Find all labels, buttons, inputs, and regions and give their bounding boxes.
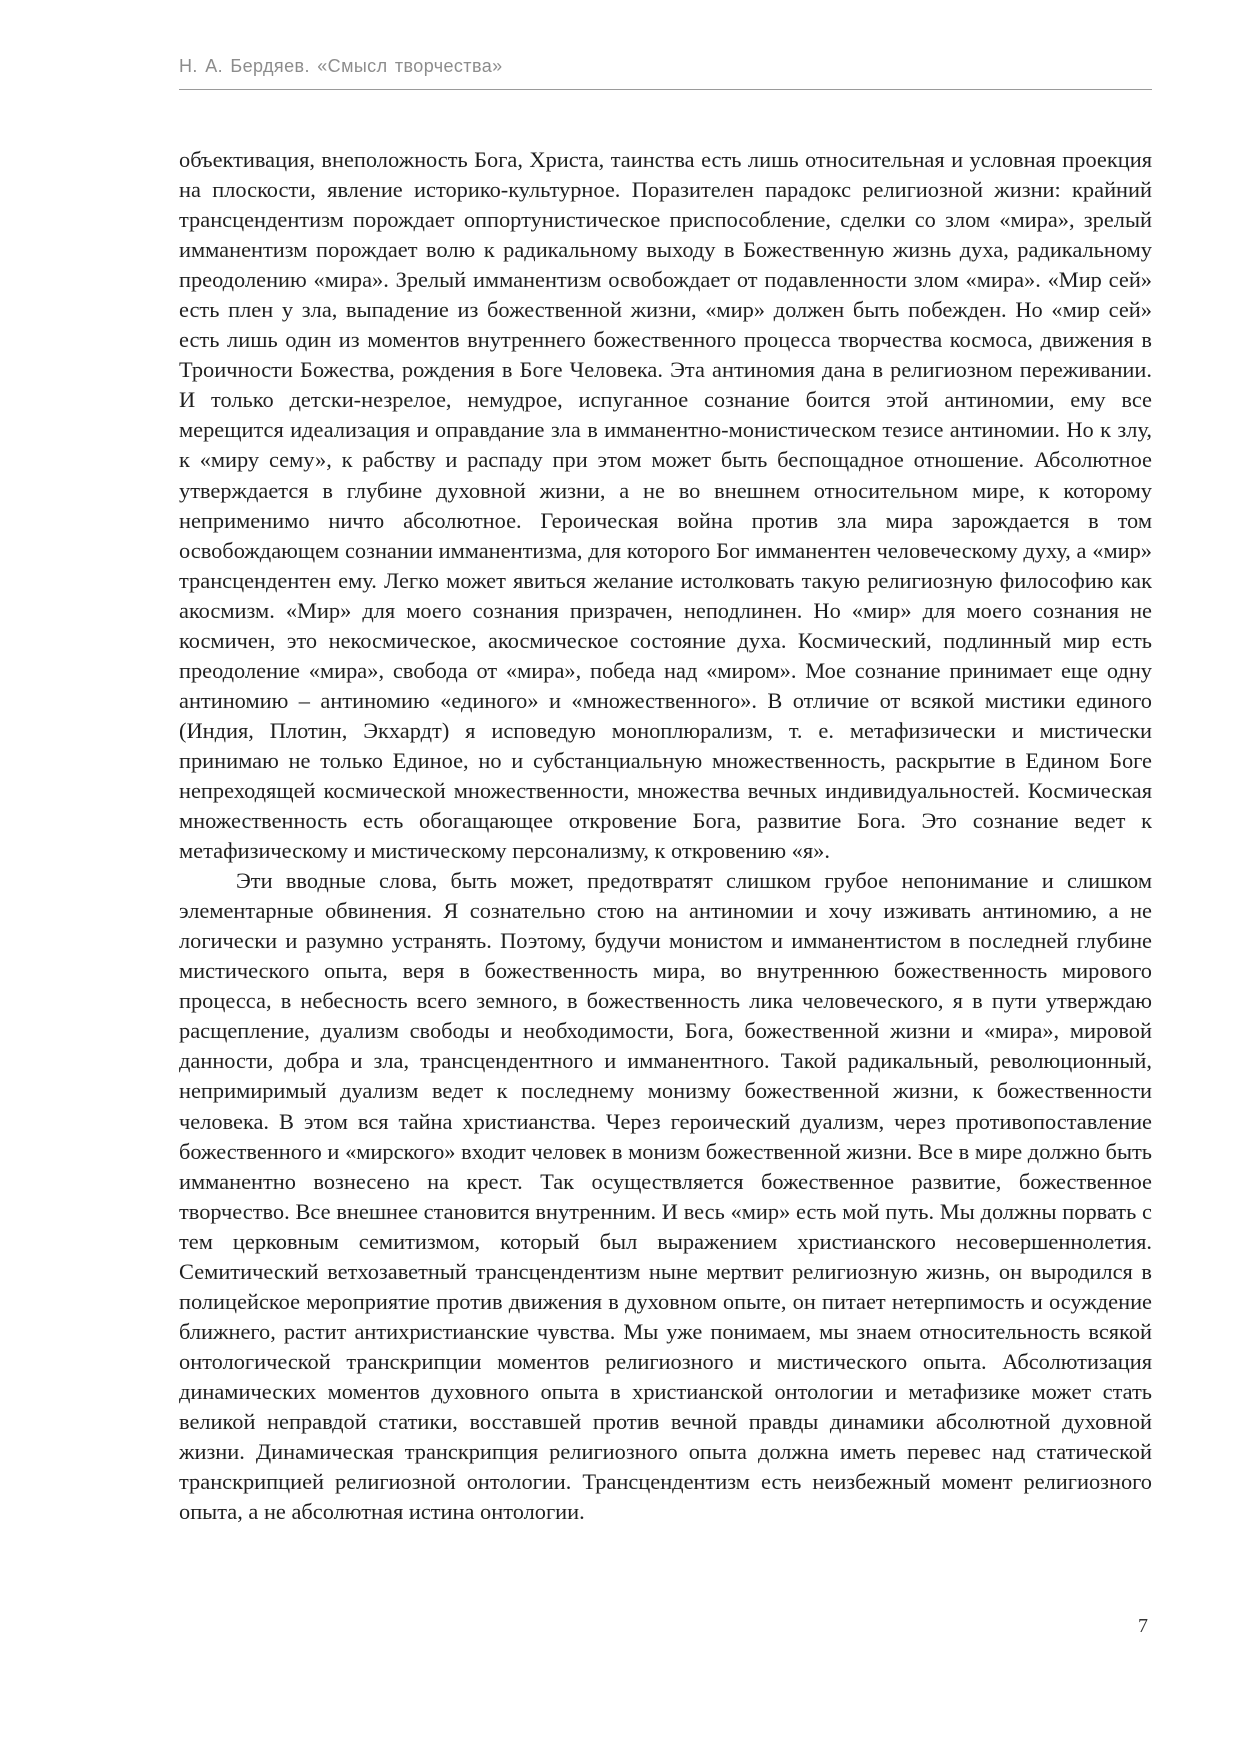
page-number: 7 bbox=[1138, 1615, 1148, 1637]
body-text bbox=[179, 145, 1152, 1527]
running-head: Н. А. Бердяев. «Смысл творчества» bbox=[179, 56, 503, 76]
paragraph-2: Эти вводные слова, быть может, предотвратят слишком грубое непонимание и слишком элементарные обвинения. Я сознательно стою на антиномии и хочу изживать антиномию, а не логически и разумно устранять. Поэтому, будучи монистом и имманентистом в последней глубине мистического опыта, веря в божественность мира, во внутреннюю божественность мирового процесса, в небесность всего земного, в божественность лика человеческого, я в пути утверждаю расщепление, дуализм свободы и необходимости, Бога, божественной жизни и «мира», мировой данности, добра и зла, трансцендентного и имманентного. Такой радикальный, революционный, непримиримый дуализм ведет к последнему монизму божественной жизни, к божественности человека. В этом вся тайна христианства. Через героический дуализм, через противопоставление божественного и «мирского» входит человек в монизм божественной жизни. Все в мире должно быть имманентно вознесено на крест. Так осуществляется божественное развитие, божественное творчество. Все внешнее становится внутренним. И весь «мир» есть мой путь. Мы должны порвать с тем церковным семитизмом, который был выражением христианского несовершеннолетия. Семитический ветхозаветный трансцендентизм ныне мертвит религиозную жизнь, он выродился в полицейское мероприятие против движения в духовном опыте, он питает нетерпимость и осуждение ближнего, растит антихристианские чувства. Мы уже понимаем, мы знаем относительность всякой онтологической транскрипции моментов религиозного и мистического опыта. Абсолютизация динамических моментов духовного опыта в христианской онтологии и метафизике может стать великой неправдой статики, восставшей против вечной правды динамики абсолютной духовной жизни. Динамическая транскрипция религиозного опыта должна иметь перевес над статической транскрипцией религиозной онтологии. Трансцендентизм есть неизбежный момент религиозного опыта, а не абсолютная истина онтологии. bbox=[179, 868, 1152, 1525]
paragraph-1: объективация, внеположность Бога, Христа, таинства есть лишь относительная и условная проекция на плоскости, явление историко-культурное. Поразителен парадокс религиозной жизни: крайний трансцендентизм порождает оппортунистическое приспособление, сделки со злом «мира», зрелый имманентизм порождает волю к радикальному выходу в Божественную жизнь духа, радикальному преодолению «мира». Зрелый имманентизм освобождает от подавленности злом «мира». «Мир сей» есть плен у зла, выпадение из божественной жизни, «мир» должен быть побежден. Но «мир сей» есть лишь один из моментов внутреннего божественного процесса творчества космоса, движения в Троичности Божества, рождения в Боге Человека. Эта антиномия дана в религиозном переживании. И только детски-незрелое, немудрое, испуганное сознание боится этой антиномии, ему все мерещится идеализация и оправдание зла в имманентно-монистическом тезисе антиномии. Но к злу, к «миру сему», к рабству и распаду при этом может быть беспощадное отношение. Абсолютное утверждается в глубине духовной жизни, а не во внешнем относительном мире, к которому неприменимо ничто абсолютное. Героическая война против зла мира зарождается в том освобождающем сознании имманентизма, для которого Бог имманентен человеческому духу, а «мир» трансцендентен ему. Легко может явиться желание истолковать такую религиозную философию как акосмизм. «Мир» для моего сознания призрачен, неподлинен. Но «мир» для моего сознания не космичен, это некосмическое, акосмическое состояние духа. Космический, подлинный мир есть преодоление «мира», свобода от «мира», победа над «миром». Мое сознание принимает еще одну антиномию – антиномию «единого» и «множественного». В отличие от всякой мистики единого (Индия, Плотин, Экхардт) я исповедую моноплюрализм, т. е. метафизически и мистически принимаю не только Единое, но и субстанциальную множественность, раскрытие в Едином Боге непреходящей космической множественности, множества вечных индивидуальностей. Космическая множественность есть обогащающее откровение Бога, развитие Бога. Это сознание ведет к метафизическому и мистическому персонализму, к откровению «я». bbox=[179, 147, 1152, 864]
header-rule bbox=[179, 89, 1152, 90]
